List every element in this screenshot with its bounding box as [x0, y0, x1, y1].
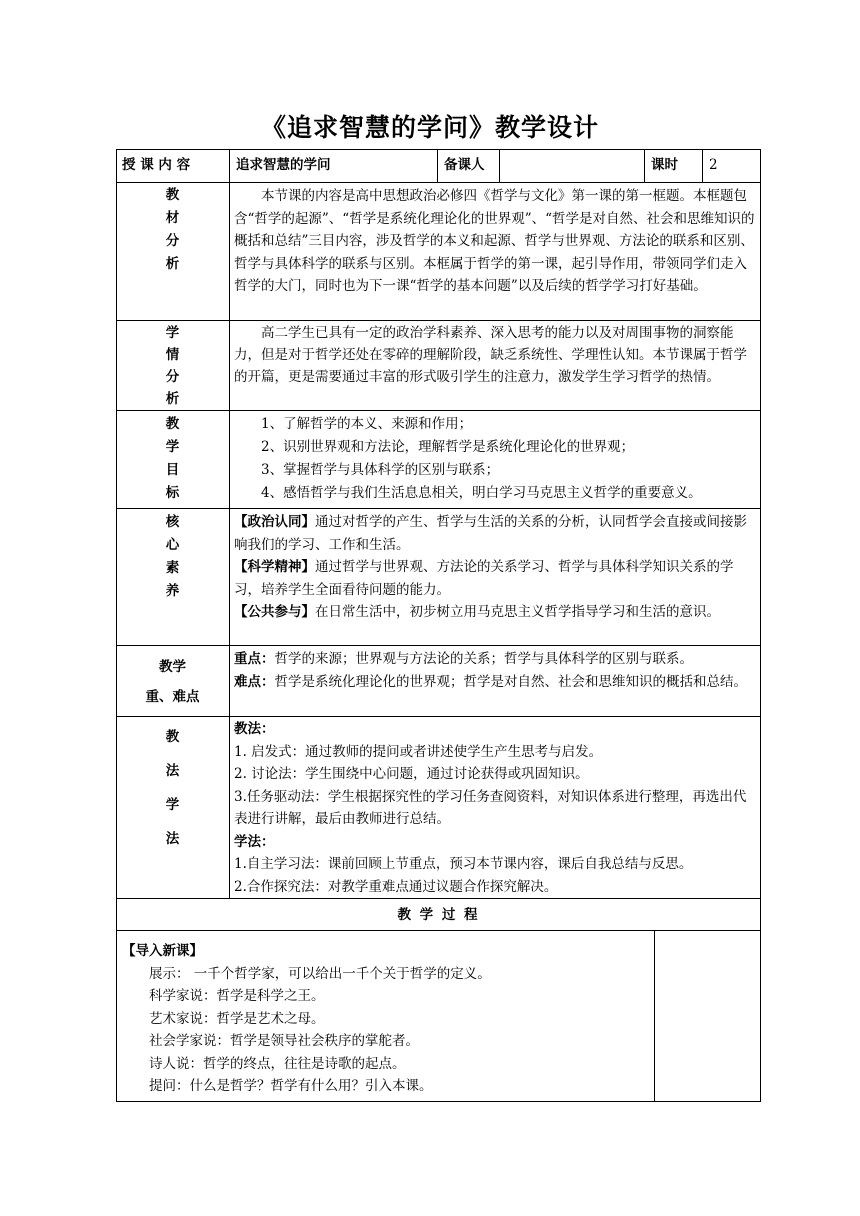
textbook-analysis-label: 教 材 分 析	[165, 187, 180, 272]
textbook-analysis-text: 本节课的内容是高中思想政治必修四《哲学与文化》第一课的第一框题。本框题包含“哲学的起源”、“哲学是系统化理论化的世界观”、“哲学是对自然、社会和思维知识的概括和总结”三目内容，涉及哲学的本义和起源、哲学与世界观、方法论的联系和区别、哲学与具体科学的联系与区别。本框属于哲学的第一课，起引导作用，带领同学们走入哲学的大门，同时也为下一课“哲学的基本问题”以及后续的哲学学习打好基础。	[234, 188, 755, 294]
hours-value: 2	[709, 157, 718, 173]
preparer-label: 备课人	[444, 157, 485, 173]
literacy-item: 【科学精神】通过哲学与世界观、方法论的关系学习、哲学与具体科学知识关系的学习，培养学生全面看待问题的能力。	[234, 559, 734, 598]
intro-line: 展示： 一千个哲学家，可以给出一千个关于哲学的定义。	[149, 965, 491, 982]
hours-label: 课时	[651, 157, 678, 173]
key-points-label: 教学 重、难点	[145, 659, 200, 705]
core-literacy-list	[234, 511, 756, 624]
objective-item: 2、识别世界观和方法论，理解哲学是系统化理论化的世界观；	[261, 439, 635, 455]
literacy-item: 【政治认同】通过对哲学的产生、哲学与生活的关系的分析，认同哲学会直接或间接影响我们的学习、工作和生活。	[234, 514, 747, 553]
intro-line: 社会学家说：哲学是领导社会秩序的掌舵者。	[149, 1033, 419, 1049]
objectives-list	[234, 413, 759, 505]
student-analysis-label: 学 情 分 析	[165, 325, 180, 407]
intro-line: 艺术家说：哲学是艺术之母。	[149, 1010, 325, 1027]
student-analysis-text: 高二学生已具有一定的政治学科素养、深入思考的能力以及对周围事物的洞察能力，但是对于哲学还处在零碎的理解阶段，缺乏系统性、学理性认知。本节课属于哲学的开篇，更是需要通过丰富的形式吸引学生的注意力，激发学生学习哲学的热情。	[234, 325, 747, 385]
page-title: 《追求智慧的学问》教学设计	[260, 113, 599, 142]
method-item: 3.任务驱动法：学生根据探究性的学习任务查阅资料，对知识体系进行整理，再选出代表进行讲解，最后由教师进行总结。	[234, 788, 747, 827]
methods-label: 教 法 学 法	[165, 729, 180, 847]
content-label: 授 课 内 容	[122, 157, 191, 173]
core-literacy-label: 核 心 素 养	[165, 514, 180, 599]
literacy-item: 【公共参与】在日常生活中，初步树立用马克思主义哲学指导学习和生活的意识。	[234, 604, 720, 620]
method-item: 2. 讨论法：学生围绕中心问题，通过讨论获得或巩固知识。	[234, 766, 589, 782]
objective-item: 1、了解哲学的本义、来源和作用；	[261, 416, 473, 432]
process-heading: 教 学 过 程	[397, 907, 480, 923]
intro-line: 诗人说：哲学的终点，往往是诗歌的起点。	[149, 1055, 406, 1072]
methods-text: 教法： 1. 启发式：通过教师的提问或者讲述使学生产生思考与启发。 2. 讨论法：学生围绕中心问题，通过讨论获得或巩固知识。 3.任务驱动法：学生根据探究性的学习任务查阅资料，对知识体系进行整理，再选出代表进行讲解，最后由教师进行总结。 学法： 1.自主学习法：课前回顾上节重点，预习本节课内容，课后自我总结与反思。 2.合作探究法：对教学重难点通过议题合作探究解决。	[234, 718, 756, 898]
method-item: 1.自主学习法：课前回顾上节重点，预习本节课内容，课后自我总结与反思。	[234, 856, 693, 872]
method-item: 2.合作探究法：对教学重难点通过议题合作探究解决。	[234, 878, 558, 895]
method-item: 1. 启发式：通过教师的提问或者讲述使学生产生思考与启发。	[234, 743, 603, 760]
key-points-text: 重点：哲学的来源；世界观与方法论的关系；哲学与具体科学的区别与联系。 难点：哲学是系统化理论化的世界观；哲学是对自然、社会和思维知识的概括和总结。	[234, 651, 747, 690]
objectives-label: 教 学 目 标	[165, 416, 180, 501]
content-value: 追求智慧的学问	[236, 157, 331, 173]
process-intro: 【导入新课】 展示： 一千个哲学家，可以给出一千个关于哲学的定义。 科学家说：哲学是科学之王。 艺术家说：哲学是艺术之母。 社会学家说：哲学是领导社会秩序的掌舵者。 诗人说：哲学的终点，往往是诗歌的起点。 提问：什么是哲学？哲学有什么用？引入本课。	[122, 940, 650, 1098]
intro-line: 提问：什么是哲学？哲学有什么用？引入本课。	[149, 1078, 433, 1094]
objective-item: 3、掌握哲学与具体科学的区别与联系；	[261, 462, 500, 478]
objective-item: 4、感悟哲学与我们生活息息相关，明白学习马克思主义哲学的重要意义。	[261, 485, 702, 501]
intro-line: 科学家说：哲学是科学之王。	[149, 988, 325, 1004]
